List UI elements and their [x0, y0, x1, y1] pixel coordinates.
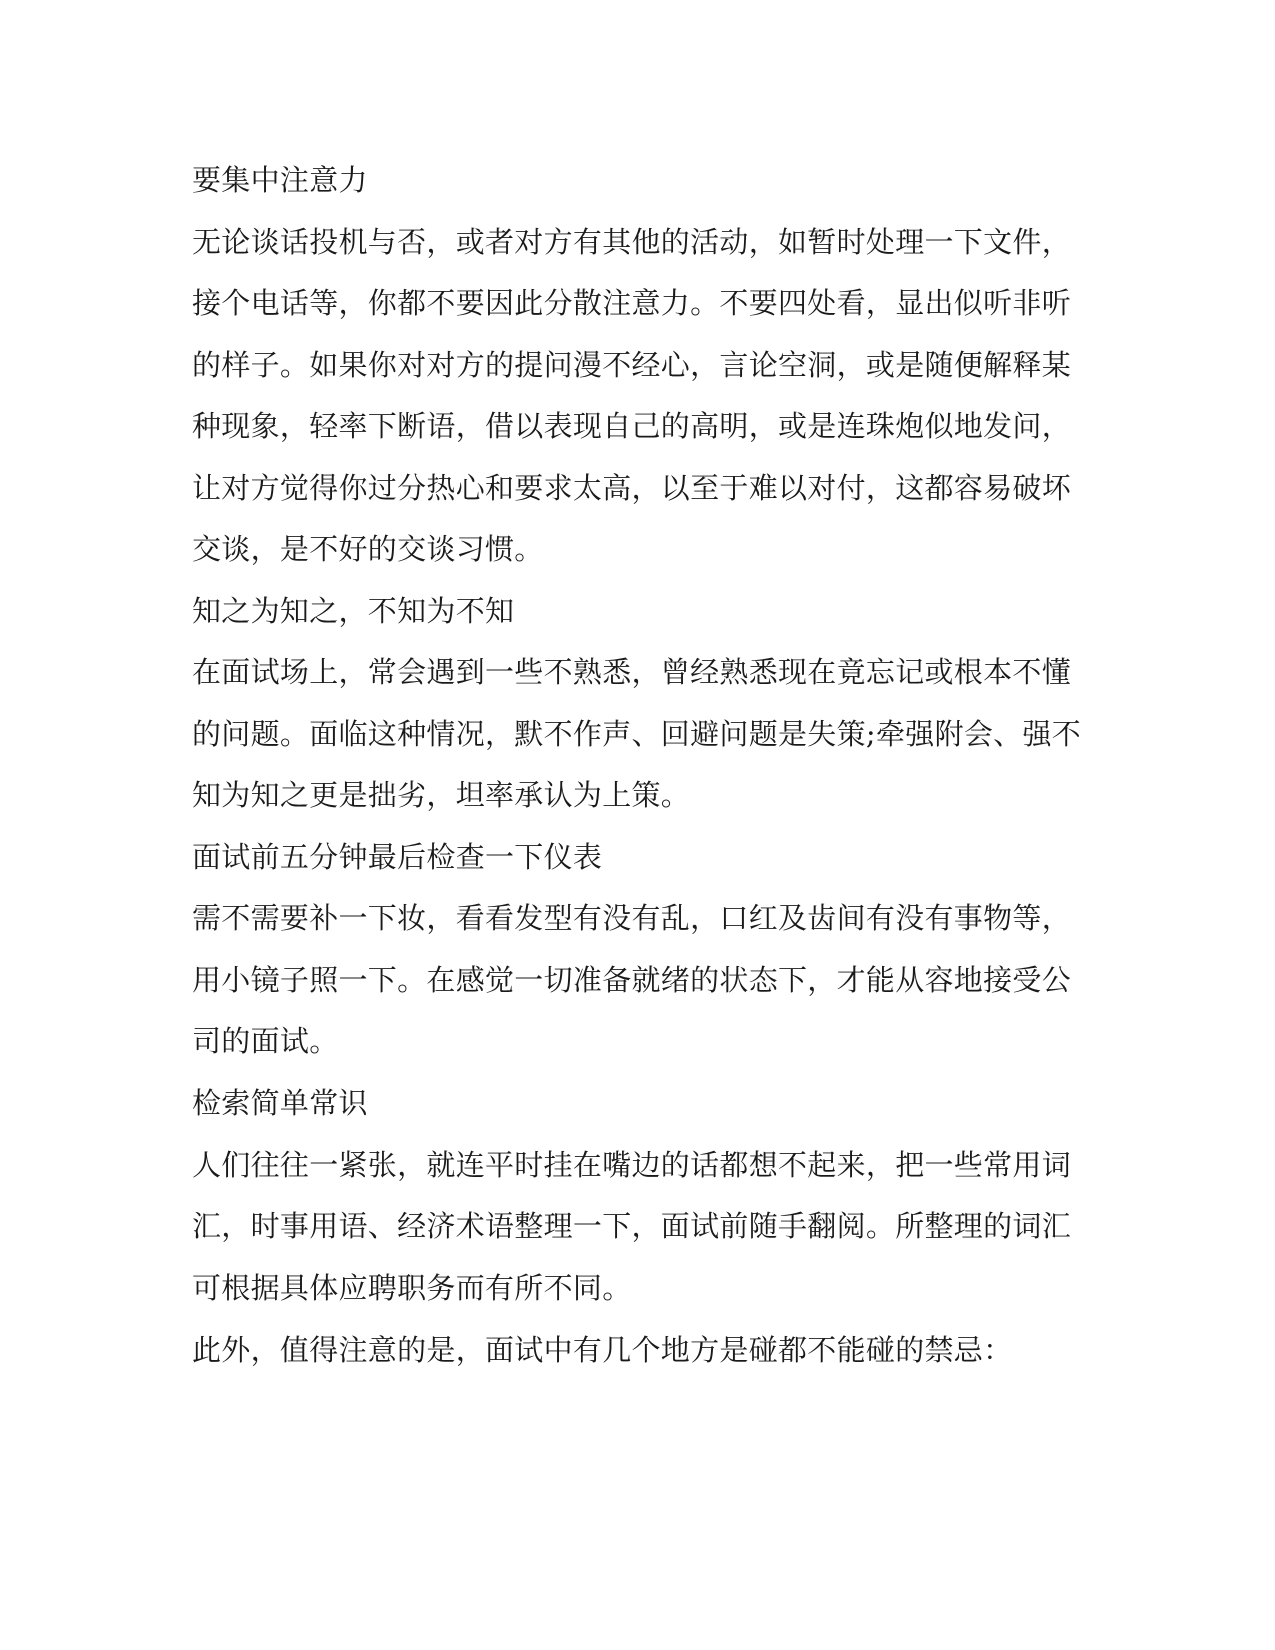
- heading-know-what-you-know: 知之为知之，不知为不知: [192, 594, 515, 628]
- paragraph-line: 接个电话等，你都不要因此分散注意力。不要四处看，显出似听非听: [192, 286, 1072, 320]
- paragraph-line: 此外，值得注意的是，面试中有几个地方是碰都不能碰的禁忌：: [192, 1333, 1013, 1367]
- paragraph-line: 在面试场上，常会遇到一些不熟悉，曾经熟悉现在竟忘记或根本不懂: [192, 655, 1072, 689]
- paragraph-line: 司的面试。: [192, 1024, 339, 1058]
- paragraph-line: 用小镜子照一下。在感觉一切准备就绪的状态下，才能从容地接受公: [192, 963, 1072, 997]
- paragraph-line: 人们往往一紧张，就连平时挂在嘴边的话都想不起来，把一些常用词: [192, 1148, 1072, 1182]
- paragraph-line: 可根据具体应聘职务而有所不同。: [192, 1271, 632, 1305]
- heading-review-common-knowledge: 检索简单常识: [192, 1086, 368, 1120]
- heading-final-appearance-check: 面试前五分钟最后检查一下仪表: [192, 840, 603, 874]
- paragraph-line: 的样子。如果你对对方的提问漫不经心，言论空洞，或是随便解释某: [192, 348, 1072, 382]
- paragraph-line: 无论谈话投机与否，或者对方有其他的活动，如暂时处理一下文件，: [192, 225, 1072, 259]
- paragraph-line: 种现象，轻率下断语，借以表现自己的高明，或是连珠炮似地发问，: [192, 409, 1072, 443]
- heading-focus-attention: 要集中注意力: [192, 163, 368, 197]
- paragraph-line: 知为知之更是拙劣，坦率承认为上策。: [192, 778, 691, 812]
- paragraph-line: 让对方觉得你过分热心和要求太高，以至于难以对付，这都容易破坏: [192, 471, 1072, 505]
- paragraph-line: 的问题。面临这种情况，默不作声、回避问题是失策;牵强附会、强不: [192, 717, 1082, 751]
- paragraph-line: 汇，时事用语、经济术语整理一下，面试前随手翻阅。所整理的词汇: [192, 1209, 1072, 1243]
- paragraph-line: 需不需要补一下妆，看看发型有没有乱，口红及齿间有没有事物等，: [192, 901, 1072, 935]
- paragraph-line: 交谈，是不好的交谈习惯。: [192, 532, 544, 566]
